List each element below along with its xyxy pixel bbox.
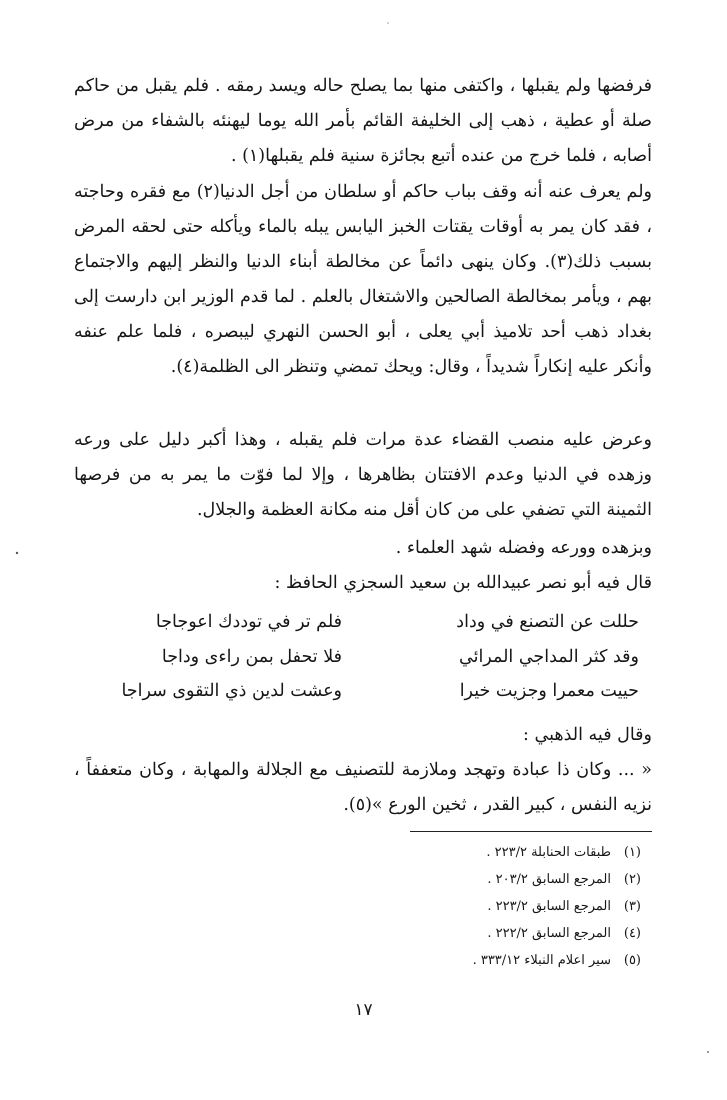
- footnote-number: (٢): [623, 872, 641, 887]
- quote-dhahabi: « ... وكان ذا عبادة وتهجد وملازمة للتصنيف مع الجلالة والمهابة ، وكان متعففاً ، نزيه النفس ، كبير القدر ، ثخين الورع »(٥).: [74, 760, 652, 815]
- line-scholars-testimony: وبزهده وورعه وفضله شهد العلماء .: [395, 538, 652, 558]
- footnote-number: (١): [623, 845, 641, 860]
- footnote-number: (٤): [623, 926, 641, 941]
- verse-2-first-hemistich: وقد كثر المداجي المرائي: [458, 647, 639, 667]
- verse-1-second-hemistich: فلم تر في توددك اعوجاجا: [155, 612, 342, 632]
- line-sijzi-intro: قال فيه أبو نصر عبيدالله بن سعيد السجزي الحافظ :: [274, 573, 652, 593]
- paragraph-refusal: فرفضها ولم يقبلها ، واكتفى منها بما يصلح حاله ويسد رمقه . فلم يقبل من حاكم صلة أو عطية ، ذهب إلى الخليفة القائم بأمر الله يوما ليهنئه بالشفاء من مرض أصابه ، فلما خرج من عنده أتبع بجائزة سنية فلم يقبلها(١) .: [74, 76, 652, 166]
- footnote-text: طبقات الحنابلة ٢٢٣/٢ .: [486, 845, 611, 860]
- verse-1-first-hemistich: حللت عن التصنع في وداد: [456, 612, 639, 632]
- footnote-text: المرجع السابق ٢٢٢/٢ .: [487, 926, 611, 941]
- page-number: ١٧: [354, 1000, 373, 1020]
- verse-3-second-hemistich: وعشت لدين ذي التقوى سراجا: [121, 681, 342, 701]
- paragraph-judgeship: وعرض عليه منصب القضاء عدة مرات فلم يقبله ، وهذا أكبر دليل على ورعه وزهده في الدنيا وعدم الافتتان بظاهرها ، وإلا لما فوّت ما يمر به من فرصها الثمينة التي تضفي على من كان أقل منه مكانة العظمة والجلال.: [74, 430, 652, 520]
- footnote-number: (٣): [623, 899, 641, 914]
- footnote-text: المرجع السابق ٢٢٣/٢ .: [487, 899, 611, 914]
- paragraph-poverty: ولم يعرف عنه أنه وقف بباب حاكم أو سلطان من أجل الدنيا(٢) مع فقره وحاجته ، فقد كان يمر به أوقات يقتات الخبز اليابس يبله بالماء ويأكله حتى لحقه المرض بسبب ذلك(٣). وكان ينهى دائماً عن مخالطة أبناء الدنيا والنظر إليهم والاجتماع بهم ، ويأمر بمخالطة الصالحين والاشتغال بالعلم . لما قدم الوزير ابن دارست إلى بغداد ذهب أحد تلاميذ أبي يعلى ، أبو الحسن النهري ليبصره ، فلما علم عنفه وأنكر عليه إنكاراً شديداً ، وقال: ويحك تمضي وتنظر الى الظلمة(٤).: [74, 182, 652, 377]
- footnote-text: سير اعلام النبلاء ٣٣٣/١٢ .: [472, 953, 611, 968]
- line-dhahabi-intro: وقال فيه الذهبي :: [523, 725, 652, 745]
- verse-3-first-hemistich: حييت معمرا وجزيت خيرا: [459, 681, 639, 701]
- footnote-text: المرجع السابق ٢٠٣/٢ .: [487, 872, 611, 887]
- footnote-number: (٥): [623, 953, 641, 968]
- verse-2-second-hemistich: فلا تحفل بمن راءى وداجا: [161, 647, 342, 667]
